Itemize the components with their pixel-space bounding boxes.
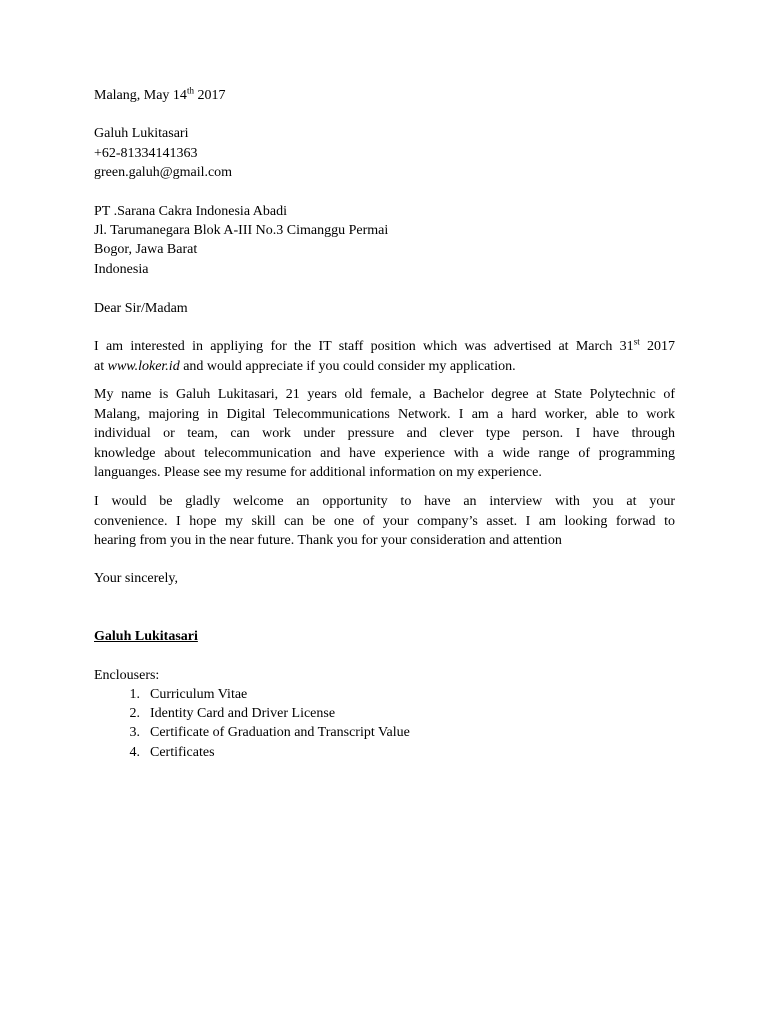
paragraph-profile-line: individual or team, can work under pressure and clever type person. I have through (94, 426, 675, 441)
sender-email: green.galuh@gmail.com (94, 165, 233, 180)
enclosure-number: 3. (129, 725, 140, 740)
enclosure-text: Certificate of Graduation and Transcript Value (150, 725, 410, 740)
recipient-company: PT .Sarana Cakra Indonesia Abadi (94, 204, 287, 219)
enclosure-item (94, 704, 335, 724)
letter-date: Malang, May 14th 2017 (94, 85, 226, 103)
paragraph-closing (94, 492, 675, 551)
paragraph-profile-line: knowledge about telecommunication and have experience with a wide range of programming (94, 445, 675, 461)
enclosure-text: Identity Card and Driver License (150, 706, 336, 721)
paragraph-intro-line-1: I am interested in appliying for the IT staff position which was advertised at March 31st 2017 (94, 336, 675, 354)
enclosure-item (94, 685, 247, 705)
recipient-address-1: Jl. Tarumanegara Blok A-III No.3 Cimanggu Permai (94, 223, 389, 238)
paragraph-closing-line: hearing from you in the near future. Thank you for your consideration and attention (94, 533, 562, 548)
enclosures-title: Enclousers: (94, 668, 160, 683)
paragraph-profile (94, 385, 675, 483)
recipient-country: Indonesia (94, 262, 149, 277)
paragraph-closing-line: convenience. I hope my skill can be one of your company’s asset. I am looking forwad to (94, 513, 675, 529)
enclosure-number: 4. (129, 745, 140, 760)
sender-name: Galuh Lukitasari (94, 126, 189, 141)
paragraph-profile-line: My name is Galuh Lukitasari, 21 years old female, a Bachelor degree at State Polytechnic of (94, 387, 675, 402)
sender-phone: +62-81334141363 (94, 146, 198, 161)
signature-name: Galuh Lukitasari (94, 629, 198, 644)
enclosure-number: 1. (129, 687, 140, 702)
salutation: Dear Sir/Madam (94, 301, 188, 316)
enclosure-item (94, 743, 215, 763)
paragraph-profile-line: Malang, majoring in Digital Telecommunications Network. I am a hard worker, able to work (94, 406, 675, 422)
recipient-address-2: Bogor, Jawa Barat (94, 242, 198, 257)
enclosure-text: Curriculum Vitae (150, 687, 248, 702)
website-text: www.loker.id (107, 358, 180, 374)
enclosure-text: Certificates (150, 745, 215, 760)
enclosure-item (94, 723, 410, 743)
paragraph-profile-line: languanges. Please see my resume for additional information on my experience. (94, 465, 542, 480)
paragraph-intro-line-2: at www.loker.id and would appreciate if you could consider my application. (94, 358, 516, 374)
paragraph-closing-line: I would be gladly welcome an opportunity to have an interview with you at your (94, 494, 675, 509)
closing-text: Your sincerely, (94, 571, 178, 586)
enclosure-number: 2. (129, 706, 140, 721)
paragraph-intro (94, 337, 675, 376)
